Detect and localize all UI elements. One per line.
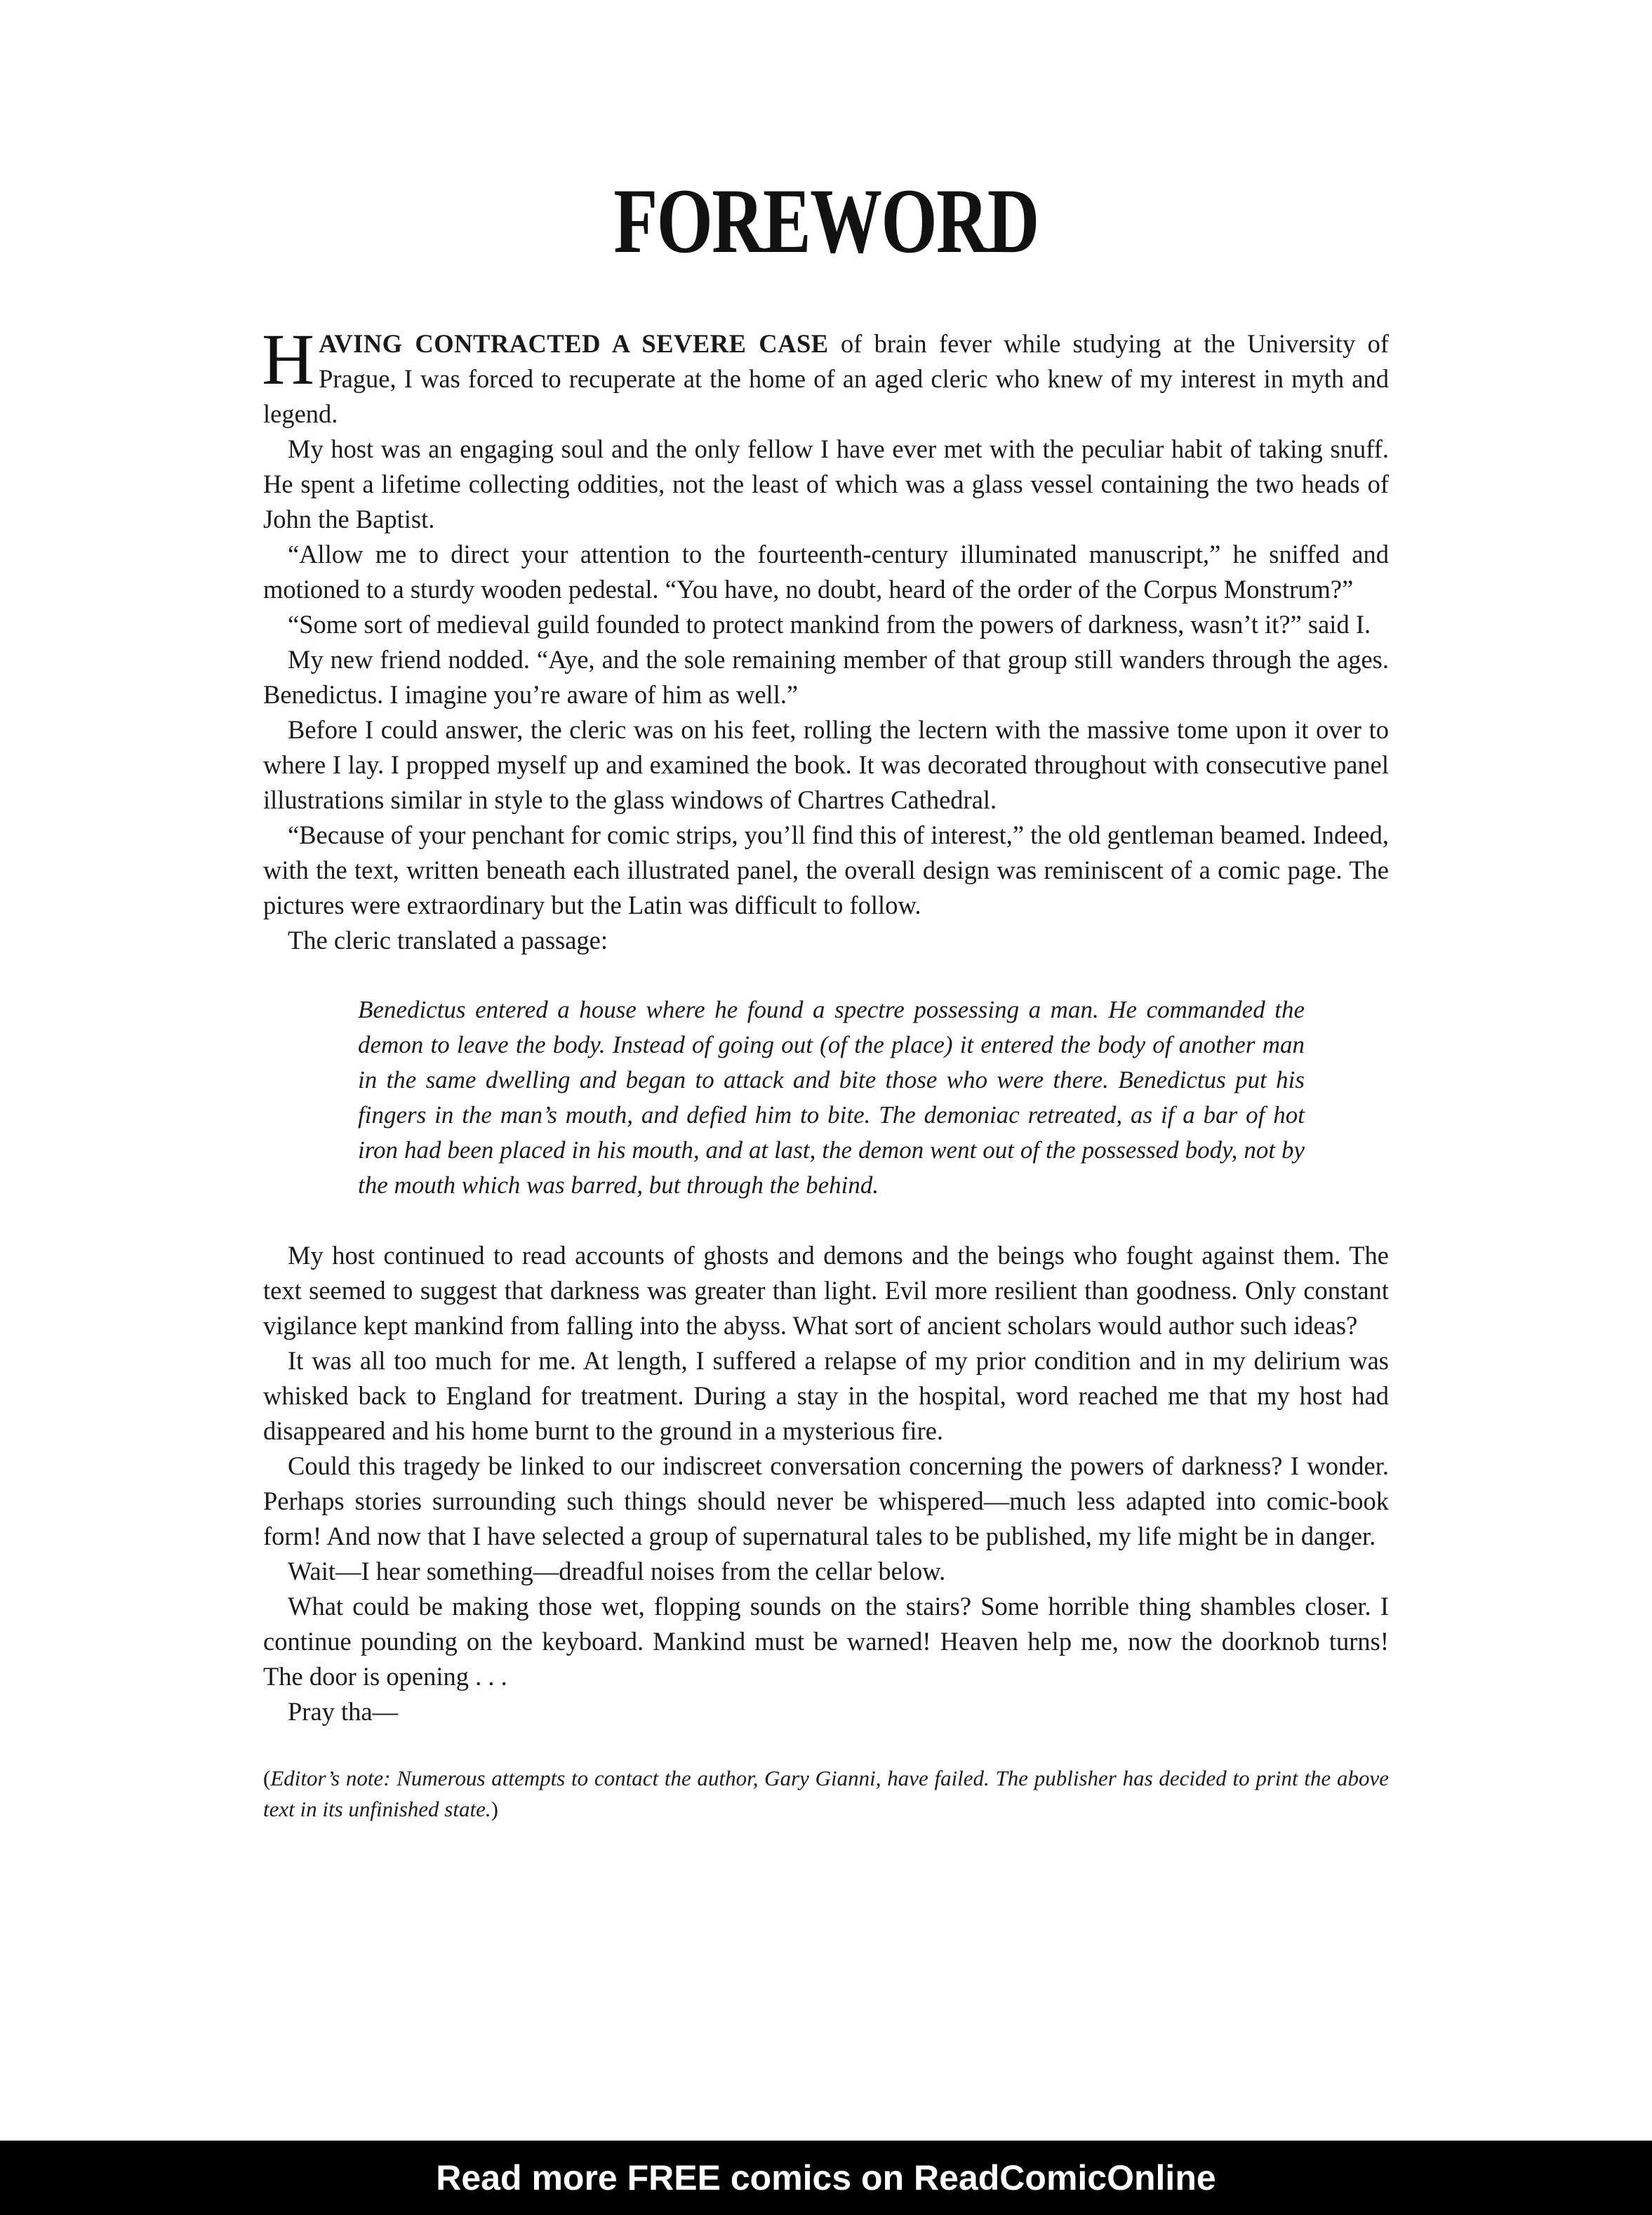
intro-paragraph [262, 319, 1390, 432]
promo-banner[interactable]: Read more FREE comics on ReadComicOnline [0, 2141, 1652, 2215]
lead-in-caps: AVING CONTRACTED A SEVERE CASE [319, 329, 829, 358]
paragraph: The cleric translated a passage: [288, 926, 608, 954]
block-quote: Benedictus entered a house where he found a spectre possessing a man. He commanded the demon to leave the body. Instead of going out (of the place) it entered the body of another man in the same dwelling and began to attack and bite those who were there. Benedictus put his fingers in the man’s mouth, and defied him to bite. The demoniac retreated, as if a bar of hot iron had been placed in his mouth, and at last, the demon went out of the possessed body, not by the mouth which was barred, but through the behind. [358, 996, 1305, 1199]
paragraph: “Allow me to direct your attention to the fourteenth-century illuminated manuscript,” he sniffed and motioned to a sturdy wooden pedestal. “You have, no doubt, heard of the order of the Corpus Monstrum?” [263, 540, 1389, 604]
editor-note-close: ) [491, 1797, 498, 1821]
paragraph: “Some sort of medieval guild founded to protect mankind from the powers of darkness, wasn’t it?” said I. [288, 610, 1371, 639]
paragraph: Before I could answer, the cleric was on his feet, rolling the lectern with the massive tome upon it over to where I lay. I propped myself up and examined the book. It was decorated throughout with consecutive panel illustrations similar in style to the glass windows of Chartres Cathedral. [263, 715, 1389, 814]
paragraph: Wait—I hear something—dreadful noises from the cellar below. [288, 1557, 946, 1585]
paragraph: It was all too much for me. At length, I suffered a relapse of my prior condition and in my delirium was whisked back to England for treatment. During a stay in the hospital, word reached me that my host had disappeared and his home burnt to the ground in a mysterious fire. [263, 1346, 1389, 1445]
page-title: FOREWORD [613, 169, 1039, 272]
foreword-body [262, 319, 1390, 1825]
paragraph: Pray tha— [288, 1697, 399, 1726]
paragraph: “Because of your penchant for comic strips, you’ll find this of interest,” the old gentleman beamed. Indeed, with the text, written beneath each illustrated panel, the overall design was reminiscent of a comic page. The pictures were extraordinary but the Latin was difficult to follow. [263, 820, 1390, 919]
editor-note-text: Editor’s note: Numerous attempts to contact the author, Gary Gianni, have failed. The publisher has decided to print the above text in its unfinished state. [263, 1766, 1389, 1821]
editor-note [263, 1763, 1389, 1825]
editor-note-open: ( [263, 1766, 271, 1790]
paragraph: What could be making those wet, flopping sounds on the stairs? Some horrible thing shambles closer. I continue pounding on the keyboard. Mankind must be warned! Heaven help me, now the doorknob turns! The door is opening . . . [263, 1592, 1389, 1691]
paragraph: My host continued to read accounts of ghosts and demons and the beings who fought against them. The text seemed to suggest that darkness was greater than light. Evil more resilient than goodness. Only constant vigilance kept mankind from falling into the abyss. What sort of ancient scholars would author such ideas? [263, 1241, 1389, 1340]
paragraph: My host was an engaging soul and the only fellow I have ever met with the peculiar habit of taking snuff. He spent a lifetime collecting oddities, not the least of which was a glass vessel containing the two heads of John the Baptist. [263, 434, 1389, 533]
paragraph: Could this tragedy be linked to our indiscreet conversation concerning the powers of darkness? I wonder. Perhaps stories surrounding such things should never be whispered—much less adapted into comic-book form! And now that I have selected a group of supernatural tales to be published, my life might be in danger. [263, 1451, 1389, 1550]
paragraph: My new friend nodded. “Aye, and the sole remaining member of that group still wanders through the ages. Benedictus. I imagine you’re aware of him as well.” [263, 645, 1389, 709]
intro-text: of brain fever while studying at the University of Prague, I was forced to recuperate at the home of an aged cleric who knew of my interest in myth and legend. [263, 329, 1390, 428]
drop-cap: H [262, 319, 315, 400]
